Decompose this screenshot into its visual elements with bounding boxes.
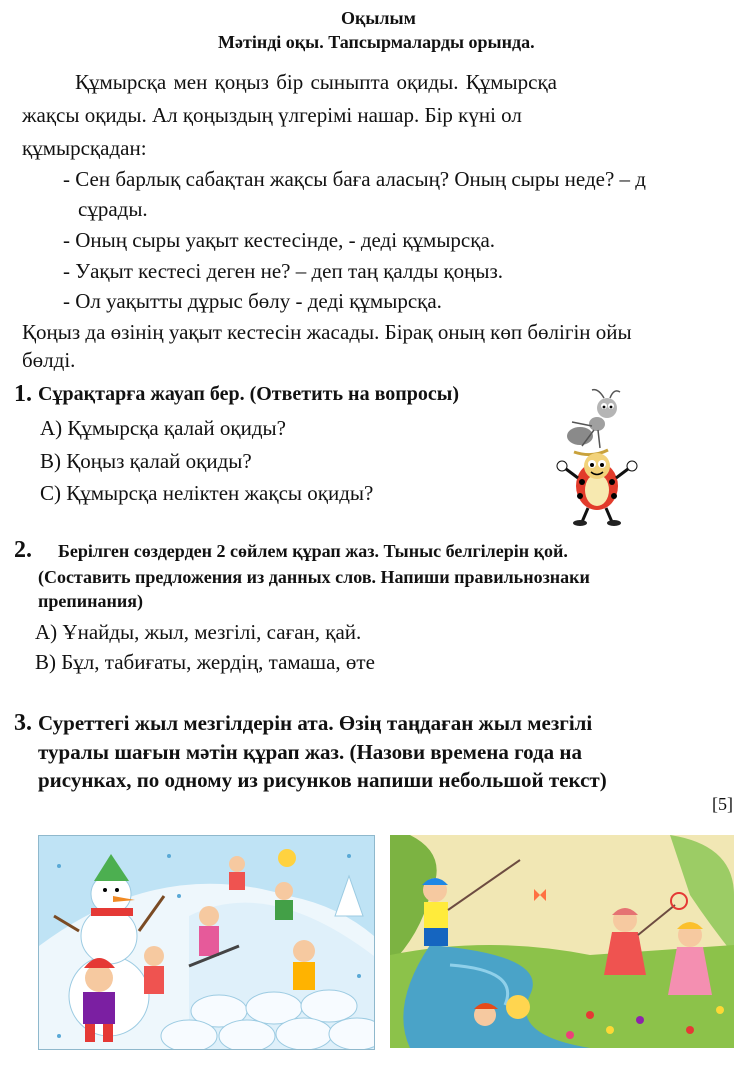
text-line: Қоңыз да өзінің уақыт кестесін жасады. Бірақ оның көп бөлігін ойы — [22, 320, 632, 344]
text-line: бөлді. — [22, 348, 76, 372]
score-mark: [5] — [712, 794, 733, 814]
dialog-line: - Уақыт кестесі деген не? – деп таң қалды қоңыз. — [63, 259, 504, 283]
task-title: Берілген сөздерден 2 сөйлем құрап жаз. Тыныс белгілерін қой. — [58, 541, 568, 561]
task-title: (Составить предложения из данных слов. Напиши правильнознаки — [38, 567, 590, 587]
task-title: рисунках, по одному из рисунков напиши небольшой текст) — [38, 768, 607, 792]
task-title: препинания) — [38, 591, 143, 611]
task-number: 3. — [14, 710, 32, 736]
dialog-line: - Ол уақытты дұрыс бөлу - деді құмырсқа. — [63, 289, 442, 313]
question-item: В) Қоңыз қалай оқиды? — [40, 449, 252, 473]
question-item: С) Құмырсқа неліктен жақсы оқиды? — [40, 481, 374, 505]
task-number: 2. — [14, 537, 32, 563]
text-line: құмырсқадан: — [22, 136, 147, 160]
task-number: 1. — [14, 381, 32, 407]
dialog-line: - Оның сыры уақыт кестесінде, - деді құмырсқа. — [63, 228, 496, 252]
winter-picture — [38, 835, 375, 1050]
question-item: А) Құмырсқа қалай оқиды? — [40, 416, 286, 440]
dialog-line: - Сен барлық сабақтан жақсы баға аласың? Оның сыры неде? – д — [63, 167, 646, 191]
summer-picture — [390, 835, 734, 1048]
text-line: жақсы оқиды. Ал қоңыздың үлгерімі нашар. Бір күні ол — [22, 103, 522, 127]
page-instruction: Мәтінді оқы. Тапсырмаларды орында. — [218, 32, 535, 52]
task-title: Сұрақтарға жауап бер. (Ответить на вопросы) — [38, 383, 460, 405]
dialog-line: сұрады. — [78, 197, 148, 221]
task-title: туралы шағын мәтін құрап жаз. (Назови времена года на — [38, 740, 582, 764]
text-line: Құмырсқа мен қоңыз бір сыныпта оқиды. Құмырсқа — [75, 70, 557, 94]
task-title: Суреттегі жыл мезгілдерін ата. Өзің таңдаған жыл мезгілі — [38, 711, 593, 735]
sentence-item: В) Бұл, табиғаты, жердің, тамаша, өте — [35, 650, 375, 674]
sentence-item: А) Ұнайды, жыл, мезгілі, саған, қай. — [35, 620, 362, 644]
ant-and-beetle-illustration — [552, 386, 642, 528]
page-title: Оқылым — [341, 8, 416, 28]
